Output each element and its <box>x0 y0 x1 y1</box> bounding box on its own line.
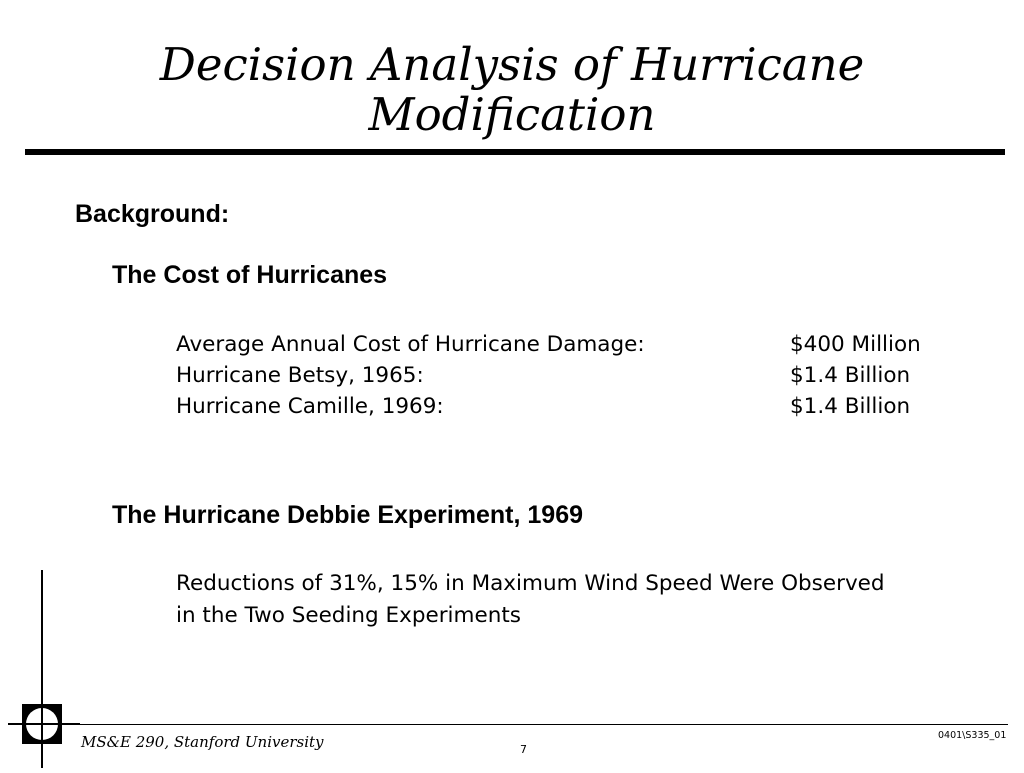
cost-row-betsy <box>176 363 976 395</box>
experiment-section-heading: The Hurricane Debbie Experiment, 1969 <box>112 501 584 529</box>
cost-label: Hurricane Betsy, 1965: <box>176 363 424 388</box>
cost-value: $400 Million <box>790 332 921 357</box>
footer-course: MS&E 290, Stanford University <box>81 733 324 751</box>
experiment-text-line-2: in the Two Seeding Experiments <box>176 603 521 628</box>
page-number: 7 <box>520 743 527 756</box>
cost-row-camille <box>176 394 976 426</box>
background-heading: Background: <box>75 200 230 228</box>
slide-title-line-2: Modification <box>368 88 656 141</box>
circle-crosshair-logo-icon <box>0 560 80 768</box>
cost-section-heading: The Cost of Hurricanes <box>112 261 388 289</box>
slide-title <box>0 40 1024 140</box>
experiment-text-line-1: Reductions of 31%, 15% in Maximum Wind Speed Were Observed <box>176 571 885 596</box>
cost-value: $1.4 Billion <box>790 394 911 419</box>
title-divider <box>25 149 1005 155</box>
cost-value: $1.4 Billion <box>790 363 911 388</box>
cost-label: Average Annual Cost of Hurricane Damage: <box>176 332 645 357</box>
footer-divider <box>8 724 1008 725</box>
cost-label: Hurricane Camille, 1969: <box>176 394 444 419</box>
slide-code: 0401\S335_01 <box>938 730 1007 741</box>
slide-title-line-1: Decision Analysis of Hurricane <box>159 38 865 91</box>
cost-row-average <box>176 332 976 364</box>
